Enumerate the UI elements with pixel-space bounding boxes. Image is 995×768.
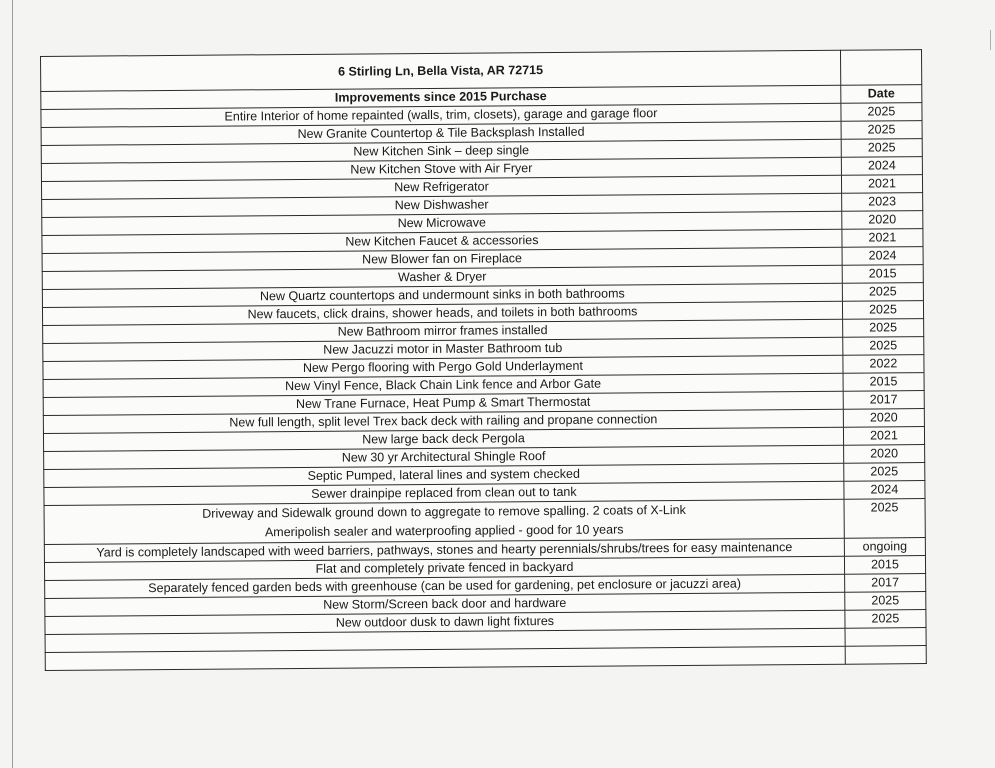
improvement-description: New 30 yr Architectural Shingle Roof [44, 445, 844, 469]
improvement-description [44, 499, 844, 544]
blank-cell [845, 628, 926, 647]
improvement-date: 2025 [841, 103, 922, 122]
improvement-description: Washer & Dryer [42, 265, 842, 289]
improvement-date: 2024 [844, 481, 925, 500]
improvement-date: 2020 [843, 445, 924, 464]
improvement-description: New Dishwasher [42, 193, 842, 217]
improvement-date: 2025 [841, 139, 922, 158]
improvement-description: New faucets, click drains, shower heads, and toilets in both bathrooms [42, 301, 842, 325]
improvement-description: New Bathroom mirror frames installed [43, 319, 843, 343]
improvement-date: 2021 [841, 175, 922, 194]
improvement-description: New Trane Furnace, Heat Pump & Smart Thermostat [43, 391, 843, 415]
scan-page-edge [12, 0, 13, 768]
improvement-date: 2017 [845, 574, 926, 593]
improvement-date: 2017 [843, 391, 924, 410]
improvement-description: New Kitchen Faucet & accessories [42, 229, 842, 253]
blank-cell [845, 646, 926, 665]
address-date-cell [840, 50, 921, 86]
improvement-description: New Blower fan on Fireplace [42, 247, 842, 271]
improvement-description: Flat and completely private fenced in backyard [44, 556, 844, 580]
improvement-date: 2025 [844, 463, 925, 482]
improvement-date: 2021 [843, 427, 924, 446]
improvement-date: 2022 [843, 355, 924, 374]
improvement-description: New Kitchen Stove with Air Fryer [41, 157, 841, 181]
improvement-description: New Storm/Screen back door and hardware [45, 592, 845, 616]
improvement-date: 2025 [842, 319, 923, 338]
improvement-description: Separately fenced garden beds with greenhouse (can be used for gardening, pet enclosure or jacuzzi area) [45, 574, 845, 598]
improvement-date: 2025 [842, 301, 923, 320]
improvement-description: New Pergo flooring with Pergo Gold Underlayment [43, 355, 843, 379]
improvement-description: New Vinyl Fence, Black Chain Link fence and Arbor Gate [43, 373, 843, 397]
improvement-date: 2025 [844, 499, 925, 539]
improvement-date: 2024 [841, 157, 922, 176]
improvement-date: 2021 [842, 229, 923, 248]
improvement-description: New Quartz countertops and undermount sinks in both bathrooms [42, 283, 842, 307]
improvement-date: 2025 [843, 337, 924, 356]
improvement-description: New full length, split level Trex back deck with railing and propane connection [43, 409, 843, 433]
property-address: 6 Stirling Ln, Bella Vista, AR 72715 [41, 50, 841, 91]
improvement-date: 2025 [845, 610, 926, 629]
improvement-date: 2015 [843, 373, 924, 392]
improvement-date: 2025 [842, 283, 923, 302]
improvement-description: New Refrigerator [41, 175, 841, 199]
improvement-date: ongoing [844, 538, 925, 557]
improvement-date: 2020 [843, 409, 924, 428]
improvement-date: 2023 [842, 193, 923, 212]
improvement-description: New outdoor dusk to dawn light fixtures [45, 610, 845, 634]
improvement-description: Sewer drainpipe replaced from clean out to tank [44, 481, 844, 505]
improvements-header: Improvements since 2015 Purchase [41, 85, 841, 109]
improvement-description: Yard is completely landscaped with weed barriers, pathways, stones and hearty perennials/shrubs/trees for easy maintenance [44, 538, 844, 562]
improvements-table [40, 49, 927, 671]
date-header: Date [841, 85, 922, 104]
improvement-description: New large back deck Pergola [43, 427, 843, 451]
scan-mark [990, 30, 991, 50]
improvement-description: New Kitchen Sink – deep single [41, 139, 841, 163]
improvement-description: Entire Interior of home repainted (walls, trim, closets), garage and garage floor [41, 103, 841, 127]
description-line: Driveway and Sidewalk ground down to aggregate to remove spalling. 2 coats of X-Link [202, 502, 686, 521]
improvement-date: 2020 [842, 211, 923, 230]
improvement-description: New Microwave [42, 211, 842, 235]
improvement-description: New Granite Countertop & Tile Backsplash Installed [41, 121, 841, 145]
improvement-date: 2024 [842, 247, 923, 266]
table-row [44, 499, 925, 545]
improvement-date: 2015 [842, 265, 923, 284]
improvement-description: Septic Pumped, lateral lines and system checked [44, 463, 844, 487]
improvement-date: 2025 [841, 121, 922, 140]
description-line: Ameripolish sealer and waterproofing applied - good for 10 years [264, 522, 624, 540]
improvement-description: New Jacuzzi motor in Master Bathroom tub [43, 337, 843, 361]
improvement-date: 2025 [845, 592, 926, 611]
improvement-date: 2015 [844, 556, 925, 575]
